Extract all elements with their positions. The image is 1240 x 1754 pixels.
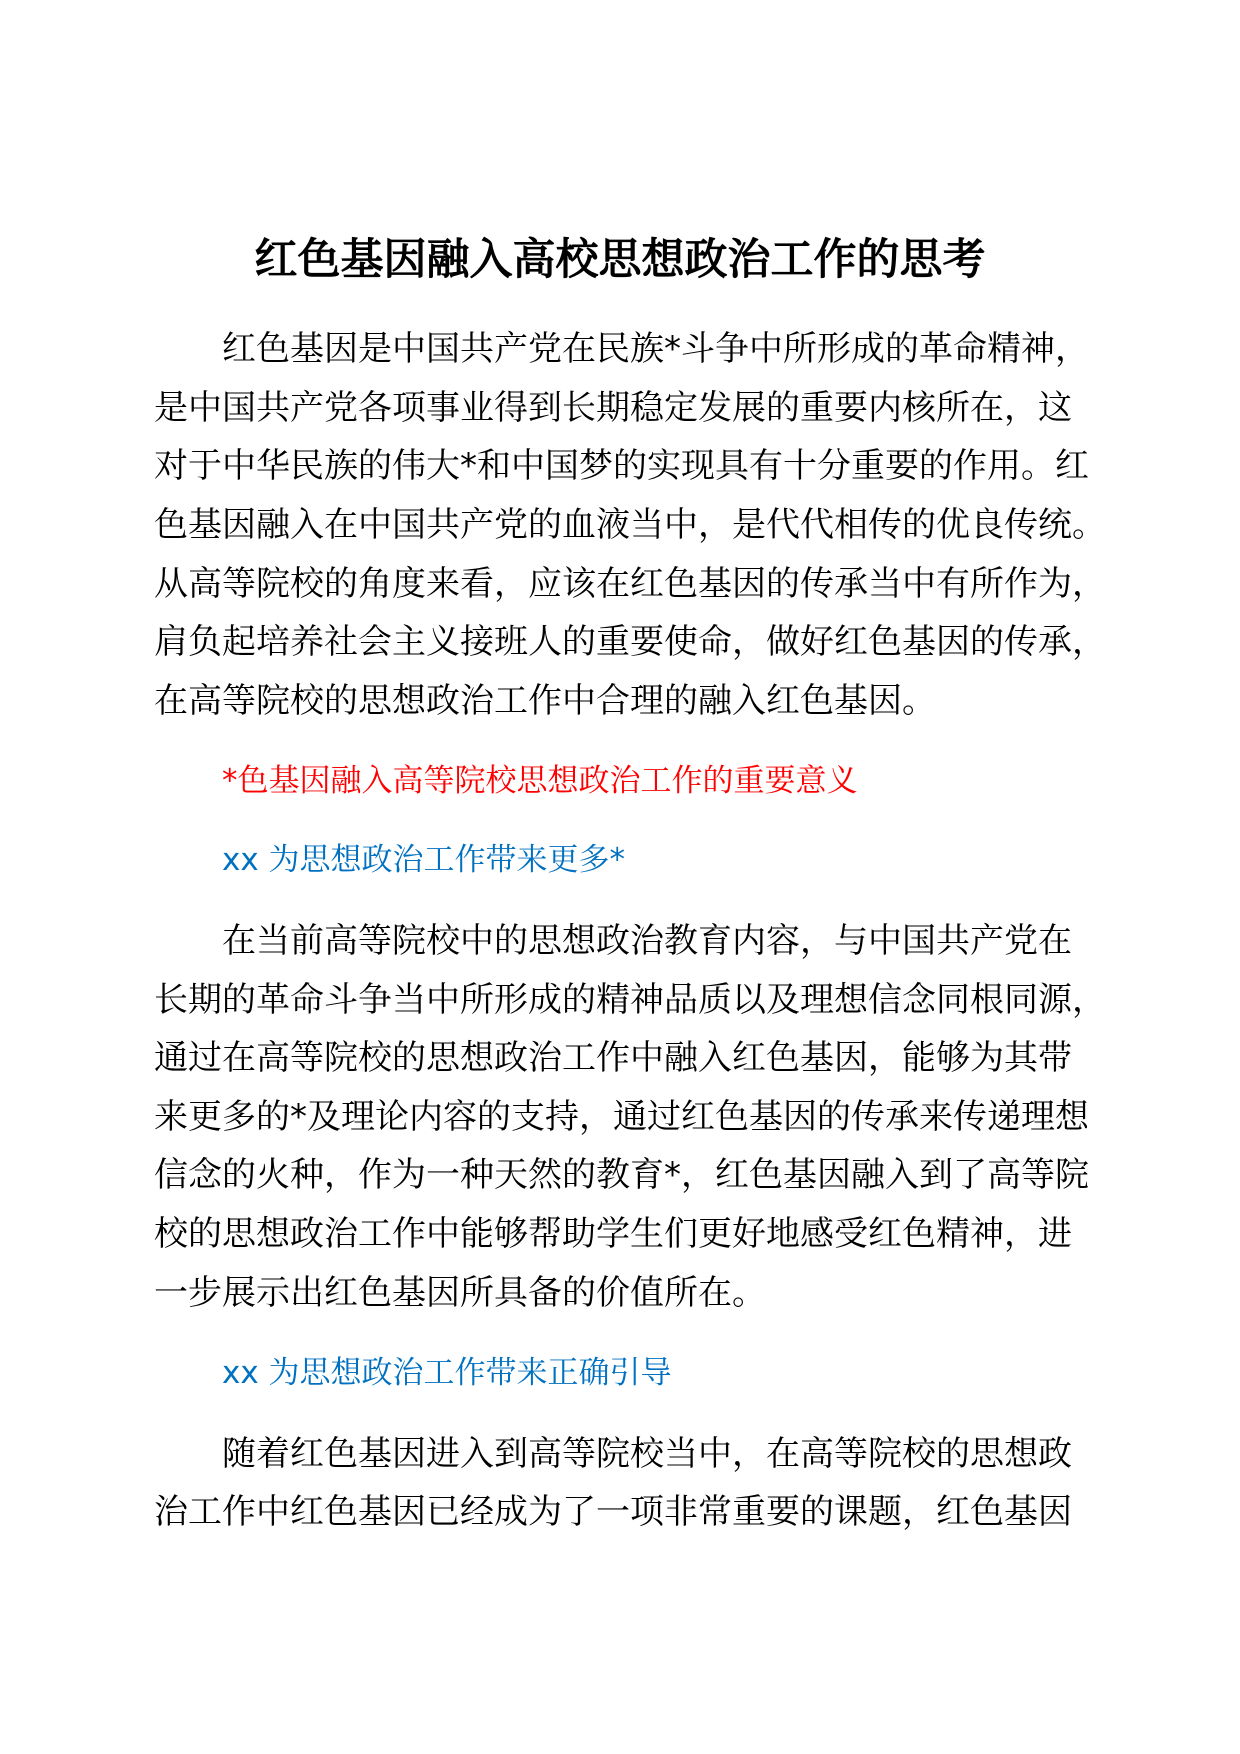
paragraph-line: 在高等院校的思想政治工作中合理的融入红色基因。 [154,681,936,721]
paragraph-line: 从高等院校的角度来看，应该在红色基因的传承当中有所作为， [154,564,1106,604]
paragraph-line: 治工作中红色基因已经成为了一项非常重要的课题，红色基因 [154,1492,1072,1532]
paragraph-line: 红色基因是中国共产党在民族*斗争中所形成的革命精神， [222,329,1089,369]
paragraph-line: 是中国共产党各项事业得到长期稳定发展的重要内核所在，这 [154,388,1072,428]
paragraph-line: 信念的火种，作为一种天然的教育*，红色基因融入到了高等院 [154,1155,1089,1195]
paragraph-line: 对于中华民族的伟大*和中国梦的实现具有十分重要的作用。红 [154,446,1089,486]
paragraph-line: 长期的革命斗争当中所形成的精神品质以及理想信念同根同源， [154,980,1106,1020]
paragraph-line: 色基因融入在中国共产党的血液当中，是代代相传的优良传统。 [154,505,1106,545]
paragraph-line: 随着红色基因进入到高等院校当中，在高等院校的思想政 [222,1434,1072,1474]
paragraph-line: 通过在高等院校的思想政治工作中融入红色基因，能够为其带 [154,1038,1072,1078]
paragraph-line: 校的思想政治工作中能够帮助学生们更好地感受红色精神，进 [154,1214,1072,1254]
paragraph-line: 肩负起培养社会主义接班人的重要使命，做好红色基因的传承， [154,622,1106,662]
paragraph-line: 一步展示出红色基因所具备的价值所在。 [154,1273,766,1313]
paragraph-line: 在当前高等院校中的思想政治教育内容，与中国共产党在 [222,921,1072,961]
document-title: 红色基因融入高校思想政治工作的思考 [254,235,986,285]
section-heading: *色基因融入高等院校思想政治工作的重要意义 [222,763,858,799]
subsection-heading: xx 为思想政治工作带来正确引导 [222,1355,672,1391]
paragraph-line: 来更多的*及理论内容的支持，通过红色基因的传承来传递理想 [154,1097,1089,1137]
subsection-heading: xx 为思想政治工作带来更多* [222,842,626,878]
